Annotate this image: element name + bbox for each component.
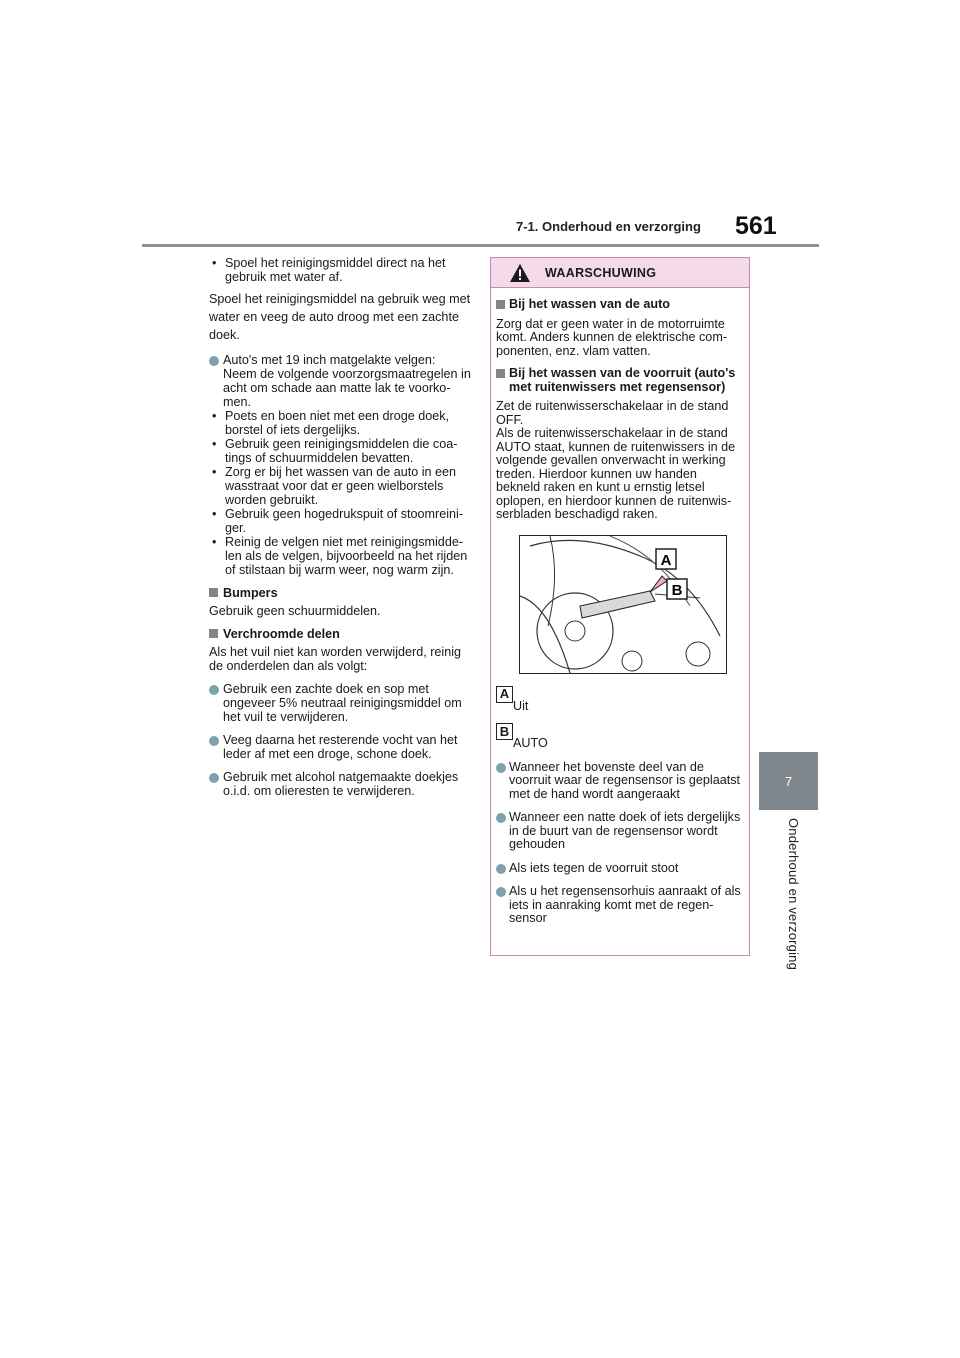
list-item: • Zorg er bij het wassen van de auto in een wasstraat voor dat er geen wielborstels worden gebruikt.: [209, 465, 471, 507]
bullet-dot-icon: [496, 763, 506, 773]
chapter-tab[interactable]: 7: [759, 752, 818, 810]
warning-sub1: Bij het wassen van de auto: [509, 297, 670, 311]
list-item: [209, 770, 471, 798]
list-item-text: Veeg daarna het resterende vocht van het leder af met een droge, schone doek.: [223, 733, 458, 761]
warning-subheading: [496, 367, 743, 394]
bumpers-title: Bumpers: [223, 586, 278, 600]
legend-text-b: AUTO: [513, 736, 548, 750]
steering-wheel-icon: [520, 536, 726, 673]
square-bullet-icon: [496, 300, 505, 309]
figure-label-a: A: [660, 551, 672, 569]
page-number: 561: [735, 212, 777, 240]
list-item-text: Wanneer het bovenste deel van de voorruit waar de regensensor is geplaatst met de hand wordt aangeraakt: [509, 759, 741, 801]
bullet-dot-icon: [496, 887, 506, 897]
paragraph: Spoel het reinigingsmiddel na gebruik weg met water en veeg de auto droog met een zachte doek.: [209, 292, 471, 342]
list-item: • Gebruik geen reinigingsmiddelen die coatings of schuurmiddelen bevatten.: [209, 437, 471, 465]
square-bullet-icon: [209, 588, 218, 597]
bullet-dot-icon: [496, 864, 506, 874]
list-item-text: Als u het regensensorhuis aanraakt of als iets in aanraking komt met de regensensor: [509, 884, 741, 925]
chrome-text: Als het vuil niet kan worden verwijderd, reinig de onderdelen dan als volgt:: [209, 645, 461, 673]
warning-box: [490, 257, 750, 956]
warning-text: Zorg dat er geen water in de motorruimte komt. Anders kunnen de elektrische componenten, enz. vlam vatten.: [496, 316, 728, 358]
matte-intro: Auto's met 19 inch matgelakte velgen: Neem de volgende voorzorgsmaatregelen in acht om schade aan matte lak te voorkomen.: [223, 353, 471, 409]
legend-key-a: A: [496, 686, 513, 703]
list-item: [209, 682, 471, 724]
bumpers-heading: [209, 586, 471, 600]
warning-text: Als de ruitenwisserschakelaar in de stand AUTO staat, kunnen de ruitenwissers in de volgende gevallen onverwacht in werking treden. Hierdoor kunnen uw handen bekneld raken en kunt u ernstig letsel oplopen, en hierdoor kunnen de ruitenwisserbladen beschadigd raken.: [496, 426, 736, 521]
header-rule: [142, 244, 819, 247]
list-item: [496, 811, 743, 852]
bullet-dot-icon: [209, 685, 219, 695]
list-item-text: Gebruik met alcohol natgemaakte doekjes o.i.d. om olieresten te verwijderen.: [223, 770, 459, 798]
bullet-dot-icon: [209, 773, 219, 783]
chrome-title: Verchroomde delen: [223, 627, 340, 641]
list-item: [209, 733, 471, 761]
list-item: [496, 885, 743, 926]
chapter-side-label: Onderhoud en verzorging: [786, 818, 801, 971]
warning-subheading: [496, 298, 743, 312]
list-item-text: Gebruik een zachte doek en sop met ongeveer 5% neutraal reinigingsmiddel om het vuil te verwijderen.: [223, 682, 462, 724]
square-bullet-icon: [496, 369, 505, 378]
warning-triangle-icon: [509, 263, 531, 283]
wiper-lever-illustration: [519, 535, 727, 674]
list-item: [496, 862, 743, 876]
warning-text: Zet de ruitenwisserschakelaar in de stand OFF.: [496, 399, 729, 427]
list-item-text: Wanneer een natte doek of iets dergelijks in de buurt van de regensensor wordt gehouden: [509, 810, 741, 851]
list-item: [496, 761, 743, 802]
list-item-text: Als iets tegen de voorruit stoot: [509, 860, 679, 875]
legend-text-a: Uit: [513, 698, 529, 713]
bullet-dot-icon: [496, 813, 506, 823]
list-item: • Reinig de velgen niet met reinigingsmiddelen als de velgen, bijvoorbeeld na het rijden of stilstaan bij warm weer, nog warm zijn.: [209, 535, 471, 577]
list-item: • Gebruik geen hogedrukspuit of stoomreiniger.: [209, 507, 471, 535]
bumpers-text: Gebruik geen schuurmiddelen.: [209, 604, 381, 618]
figure-label-b: B: [671, 581, 683, 599]
left-column: [209, 256, 471, 798]
matte-rims-block: [209, 353, 471, 577]
section-title: 7-1. Onderhoud en verzorging: [516, 219, 701, 234]
bullet-dot-icon: [209, 356, 219, 366]
warning-body: [491, 288, 749, 926]
list-item: • Spoel het reinigingsmiddel direct na het gebruik met water af.: [209, 256, 471, 284]
square-bullet-icon: [209, 629, 218, 638]
bullet-dot-icon: [209, 736, 219, 746]
chrome-heading: [209, 627, 471, 641]
legend-key-b: B: [496, 723, 513, 740]
warning-header: [491, 258, 749, 288]
warning-sub2: Bij het wassen van de voorruit (auto's met ruitenwissers met regensensor): [509, 366, 736, 394]
list-item: • Poets en boen niet met een droge doek, borstel of iets dergelijks.: [209, 409, 471, 437]
warning-title: WAARSCHUWING: [545, 265, 657, 280]
